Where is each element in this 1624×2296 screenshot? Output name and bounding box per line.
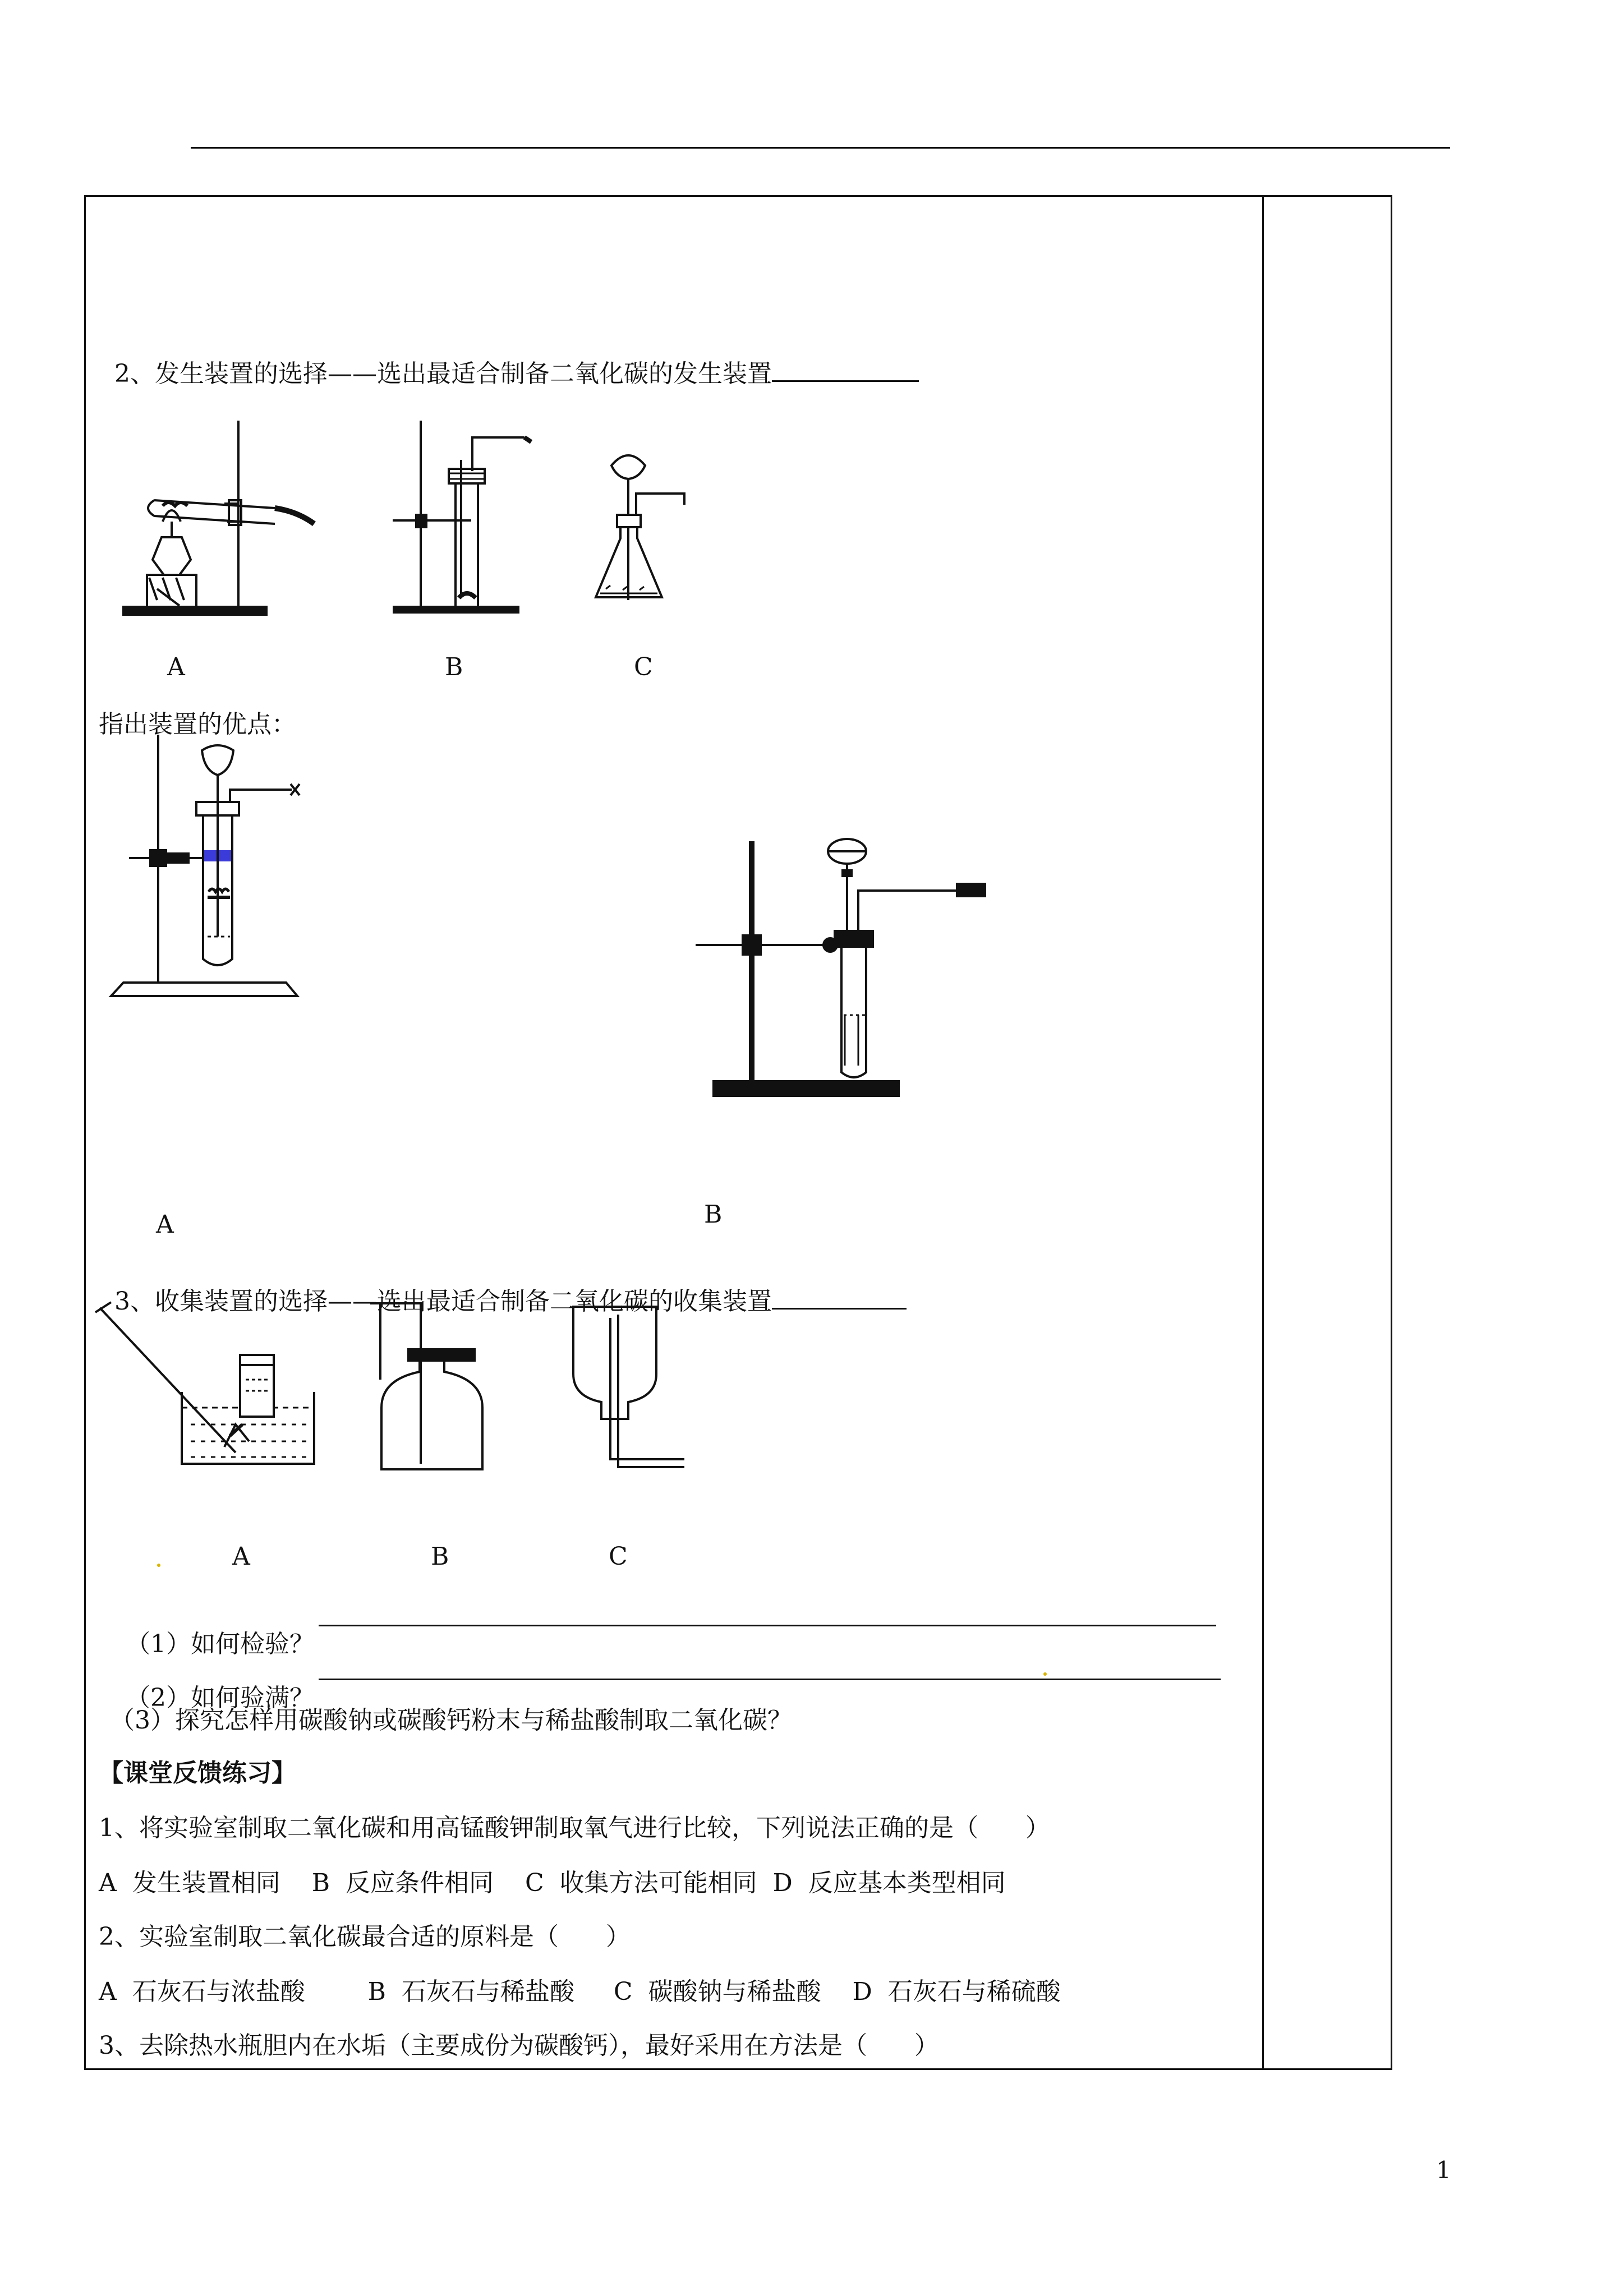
header-rule <box>191 147 1450 149</box>
question-1: （1）如何检验？ <box>125 1630 314 1658</box>
print-speck <box>157 1564 160 1567</box>
question-3: （3）探究怎样用碳酸钠或碳酸钙粉末与稀盐酸制取二氧化碳？ <box>110 1706 792 1735</box>
section3-answer-blank <box>772 1283 907 1310</box>
generator-label-b: B <box>445 653 463 681</box>
collector-a-diagram <box>95 1295 331 1481</box>
generator-label-c: C <box>634 653 653 681</box>
collector-label-c: C <box>609 1542 628 1571</box>
practice-question-3: 3、去除热水瓶胆内在水垢（主要成份为碳酸钙），最好采用在方法是（ ） <box>99 2031 939 2060</box>
practice-question-1: 1、将实验室制取二氧化碳和用高锰酸钾制取氧气进行比较，下列说法正确的是（ ） <box>99 1814 1050 1842</box>
generator-label-a: A <box>167 653 185 681</box>
section2-title: 2、发生装置的选择——选出最适合制备二氧化碳的发生装置 <box>114 359 772 388</box>
section3-title: 3、收集装置的选择——选出最适合制备二氧化碳的收集装置 <box>114 1287 772 1316</box>
collector-c-diagram <box>561 1295 701 1475</box>
section2-title-line <box>99 324 919 390</box>
advantage-label-a: A <box>156 1210 174 1239</box>
collector-label-a: A <box>232 1542 250 1571</box>
generator-a-diagram <box>112 409 337 623</box>
generator-c-diagram <box>589 449 718 611</box>
practice-question-2-options: A 石灰石与浓盐酸 B 石灰石与稀盐酸 C 碳酸钠与稀盐酸 D 石灰石与稀硫酸 <box>99 1977 1061 2006</box>
question-2-answer-line <box>319 1679 1221 1680</box>
advantage-b-diagram <box>690 830 1027 1099</box>
advantage-a-diagram <box>107 723 320 1015</box>
practice-question-1-options: A 发生装置相同 B 反应条件相同 C 收集方法可能相同 D 反应基本类型相同 <box>99 1869 1006 1897</box>
collector-b-diagram <box>359 1295 510 1481</box>
practice-question-2: 2、实验室制取二氧化碳最合适的原料是（ ） <box>99 1922 631 1951</box>
page-number: 1 <box>1436 2156 1451 2184</box>
generator-b-diagram <box>387 415 550 623</box>
collector-label-b: B <box>431 1542 449 1571</box>
practice-heading: 【课堂反馈练习】 <box>99 1759 296 1787</box>
section2-answer-blank <box>772 356 919 382</box>
advantage-label-b: B <box>704 1200 723 1229</box>
margin-column-divider <box>1262 195 1264 2070</box>
advantage-prompt: 指出装置的优点： <box>99 710 296 739</box>
print-speck <box>1043 1672 1047 1676</box>
question-1-answer-line <box>319 1625 1216 1626</box>
question-2: （2）如何验满？ <box>125 1684 314 1712</box>
